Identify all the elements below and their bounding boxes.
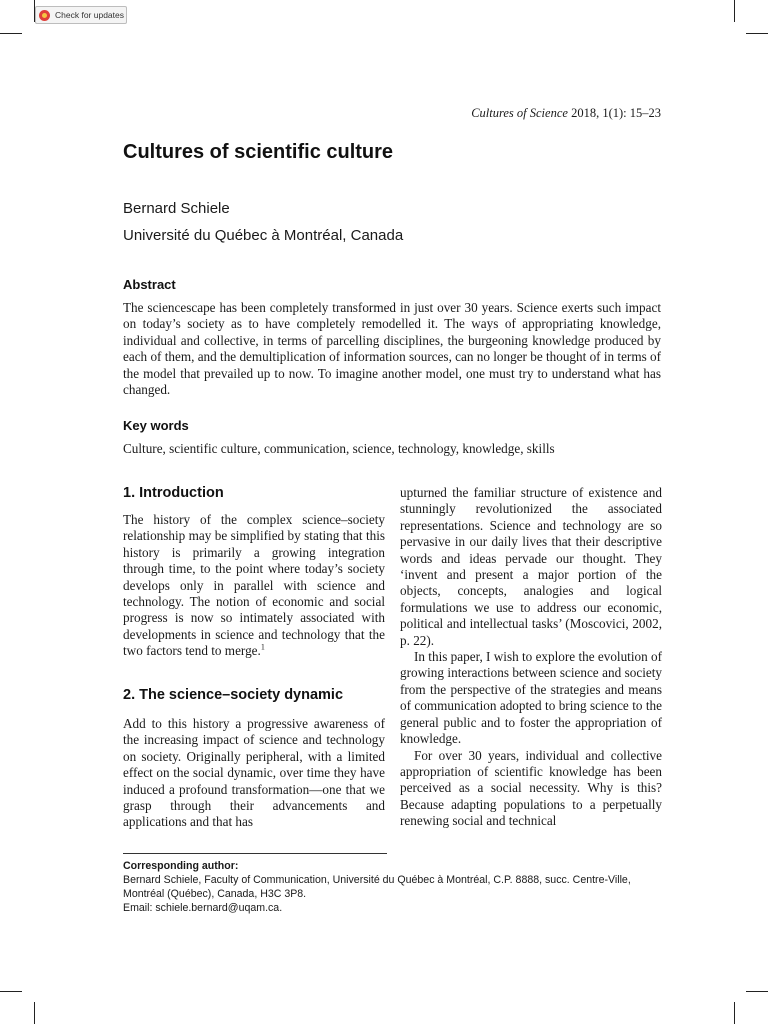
crossmark-icon xyxy=(39,10,50,21)
crop-mark-bottom-right xyxy=(734,1002,735,1024)
crop-mark-bottom-left xyxy=(34,1002,35,1024)
corresponding-author-block xyxy=(123,859,663,915)
article-title: Cultures of scientific culture xyxy=(123,141,394,163)
crop-mark-bottom-right-h xyxy=(746,991,768,992)
footnote-divider xyxy=(123,853,387,854)
corresponding-author-label: Corresponding author: xyxy=(123,860,239,872)
crop-mark-top-right-h xyxy=(746,33,768,34)
section-1-heading: 1. Introduction xyxy=(123,485,224,501)
section-1-text: The history of the complex science–society relationship may be simplified by stating that this history is primarily a growing integration through time, to the point where today’s society develops only in parallel with science and technology. The notion of economic and social progress is now so intimately associated with developments in science and technology that the two factors tend to merge. xyxy=(123,512,385,659)
right-paragraph-2: In this paper, I wish to explore the evolution of growing interactions between science and society from the perspective of the strategies and means of communication adopted to bring science to the general public and to foster the appropriation of knowledge. xyxy=(400,649,662,747)
crop-mark-top-right xyxy=(734,0,735,22)
check-for-updates-label: Check for updates xyxy=(55,10,124,20)
author-affiliation: Université du Québec à Montréal, Canada xyxy=(123,227,404,244)
author-name: Bernard Schiele xyxy=(123,200,230,217)
crop-mark-top-left-h xyxy=(0,33,22,34)
citation-details: 2018, 1(1): 15–23 xyxy=(567,106,661,120)
keywords-text: Culture, scientific culture, communication, science, technology, knowledge, skills xyxy=(123,441,555,456)
abstract-text: The sciencescape has been completely transformed in just over 30 years. Science exerts such impact on today’s society as to have completely remodelled it. The ways of appropriating knowledge, individual and collective, in terms of parcelling disciplines, the burgeoning knowledge produced by each of them, and the demultiplication of information sources, can no longer be thought of in terms of the model that prevailed up to now. To imagine another model, one must try to understand what has changed. xyxy=(123,300,661,398)
section-1-body xyxy=(123,512,385,660)
abstract-heading: Abstract xyxy=(123,277,176,292)
check-for-updates-button[interactable] xyxy=(35,6,127,24)
crop-mark-bottom-left-h xyxy=(0,991,22,992)
right-paragraph-1: upturned the familiar structure of existence and stunningly revolutionized the associated representations. Science and technology are so pervasive in our daily lives that their descriptive words and ideas pervade our thought. They ‘invent and present a major portion of the objects, concepts, analogies and logical formulations we use to address our economic, political and intellectual tasks’ (Moscovici, 2002, p. 22). xyxy=(400,485,662,648)
journal-name: Cultures of Science xyxy=(471,106,568,120)
section-2-heading: 2. The science–society dynamic xyxy=(123,687,344,703)
footnote-marker[interactable]: 1 xyxy=(260,642,265,652)
corresponding-author-email[interactable]: Email: schiele.bernard@uqam.ca. xyxy=(123,902,283,914)
journal-citation xyxy=(471,106,661,121)
keywords-heading: Key words xyxy=(123,418,189,433)
corresponding-author-address: Bernard Schiele, Faculty of Communication, Université du Québec à Montréal, C.P. 8888, succ. Centre-Ville, Montréal (Québec), Canada, H3C 3P8. xyxy=(123,874,631,900)
right-paragraph-3: For over 30 years, individual and collective appropriation of scientific knowledge has been perceived as a social necessity. Why is this? Because adapting populations to a perpetually renewing social and technical xyxy=(400,747,662,829)
section-2-text: Add to this history a progressive awareness of the increasing impact of science and technology on society. Originally peripheral, with a limited effect on the social dynamic, over time they have induced a profound transformation—one that we grasp through their advancements and applications and that has xyxy=(123,716,385,830)
right-column-body xyxy=(400,485,662,830)
section-2-body xyxy=(123,716,385,831)
